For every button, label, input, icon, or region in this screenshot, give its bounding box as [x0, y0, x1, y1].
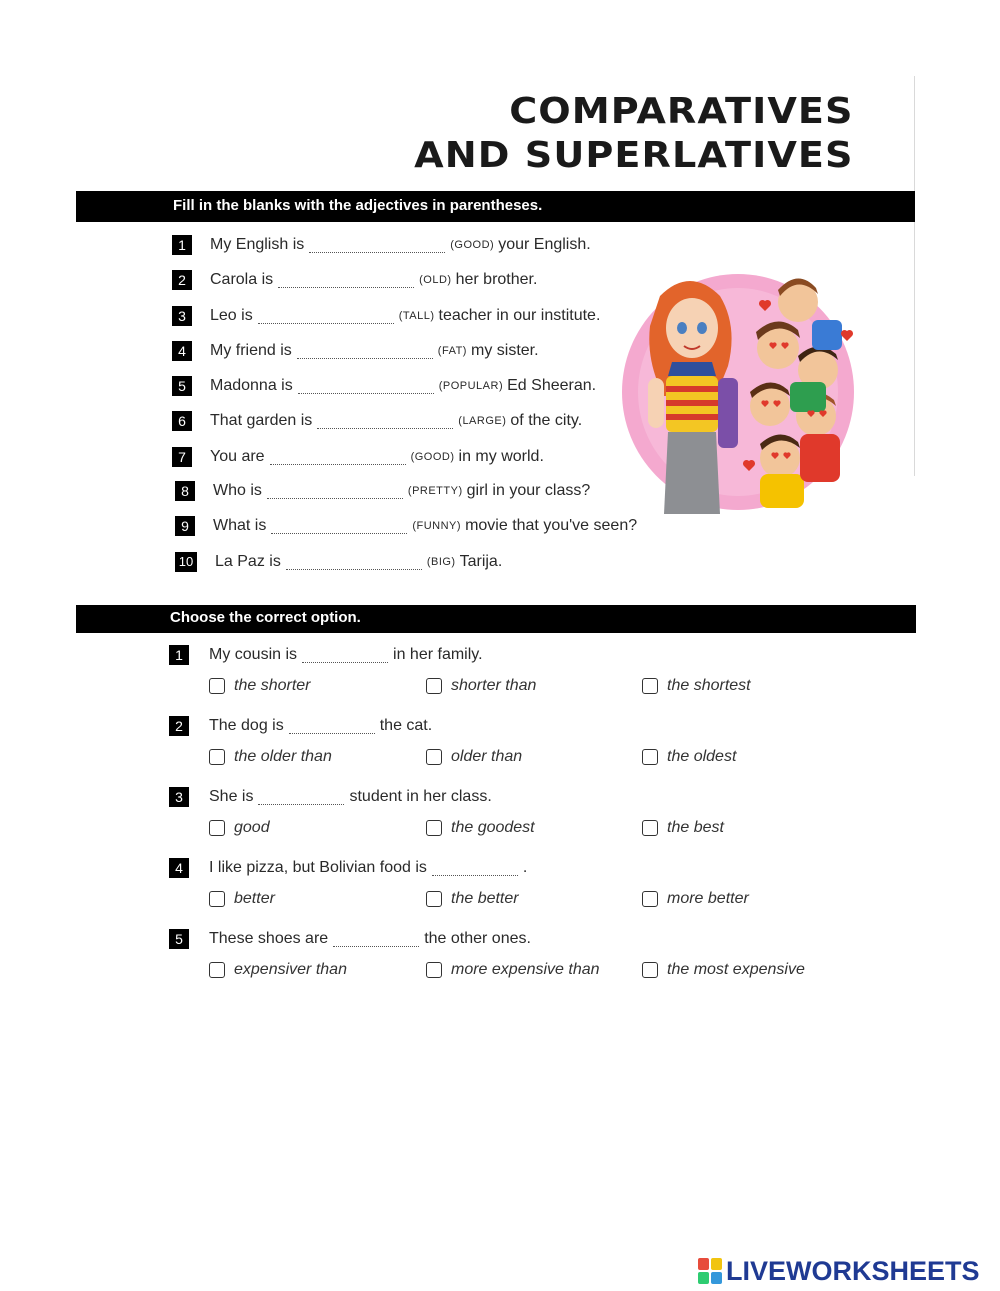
adjective-hint: (OLD) [419, 274, 452, 286]
question-text-after: student in her class. [349, 788, 492, 805]
checkbox-icon[interactable] [642, 678, 658, 694]
question-text-before: I like pizza, but Bolivian food is [209, 859, 427, 876]
option-label: more expensive than [451, 961, 600, 978]
checkbox-icon[interactable] [642, 820, 658, 836]
fill-item-6 [172, 410, 582, 432]
option-checkbox[interactable] [642, 746, 736, 768]
adjective-hint: (GOOD) [410, 451, 455, 463]
question-number: 4 [169, 858, 189, 878]
option-checkbox[interactable] [426, 675, 536, 697]
question-number: 1 [169, 645, 189, 665]
checkbox-icon[interactable] [642, 891, 658, 907]
option-label: the most expensive [667, 961, 805, 978]
item-text-before: My friend is [210, 342, 292, 359]
item-number: 9 [175, 516, 195, 536]
option-label: the oldest [667, 748, 737, 765]
adjective-hint: (GOOD) [450, 239, 495, 251]
fill-item-5 [172, 375, 596, 397]
item-number: 6 [172, 411, 192, 431]
fill-item-10 [175, 551, 502, 573]
answer-blank [289, 719, 375, 734]
question-text-before: My cousin is [209, 646, 298, 663]
title-line-2: AND SUPERLATIVES [414, 135, 854, 176]
answer-blank [333, 932, 419, 947]
checkbox-icon[interactable] [209, 749, 225, 765]
item-number: 4 [172, 341, 192, 361]
item-text-before: Carola is [210, 271, 274, 288]
question-text-after: in her family. [393, 646, 483, 663]
answer-blank[interactable] [286, 555, 422, 570]
item-text-before: Madonna is [210, 377, 293, 394]
checkbox-icon[interactable] [426, 820, 442, 836]
question-text-after: the cat. [379, 717, 433, 734]
adjective-hint: (TALL) [398, 310, 435, 322]
answer-blank[interactable] [317, 414, 453, 429]
answer-blank[interactable] [270, 450, 406, 465]
option-label: more better [667, 890, 749, 907]
option-checkbox[interactable] [642, 675, 751, 697]
checkbox-icon[interactable] [426, 749, 442, 765]
checkbox-icon[interactable] [209, 678, 225, 694]
checkbox-icon[interactable] [209, 891, 225, 907]
answer-blank [432, 861, 518, 876]
question-3 [169, 786, 492, 808]
item-number: 8 [175, 481, 195, 501]
fill-item-8 [175, 480, 590, 502]
item-text-before: You are [210, 448, 265, 465]
question-text-before: She is [209, 788, 254, 805]
item-text-after: Tarija. [459, 553, 503, 570]
option-label: the older than [234, 748, 332, 765]
liveworksheets-logo[interactable] [698, 1256, 980, 1286]
option-checkbox[interactable] [209, 959, 347, 981]
question-4 [169, 857, 527, 879]
question-number: 2 [169, 716, 189, 736]
adjective-hint: (LARGE) [458, 415, 507, 427]
item-text-after: in my world. [458, 448, 544, 465]
option-label: the shortest [667, 677, 751, 694]
item-text-before: That garden is [210, 412, 313, 429]
fill-item-1 [172, 234, 591, 256]
item-text-after: Ed Sheeran. [507, 377, 597, 394]
checkbox-icon[interactable] [426, 962, 442, 978]
question-text-after: . [522, 859, 528, 876]
answer-blank[interactable] [258, 309, 394, 324]
item-text-after: movie that you've seen? [465, 517, 638, 534]
checkbox-icon[interactable] [642, 962, 658, 978]
title-line-1: COMPARATIVES [509, 91, 854, 132]
option-label: shorter than [451, 677, 537, 694]
worksheet-title [415, 90, 854, 178]
question-1 [169, 644, 483, 666]
adjective-hint: (FUNNY) [412, 520, 462, 532]
question-text-before: The dog is [209, 717, 284, 734]
adjective-hint: (PRETTY) [407, 485, 463, 497]
answer-blank[interactable] [309, 238, 445, 253]
answer-blank[interactable] [271, 519, 407, 534]
item-number: 1 [172, 235, 192, 255]
fill-item-3 [172, 305, 600, 327]
adjective-hint: (POPULAR) [438, 380, 504, 392]
option-checkbox[interactable] [426, 817, 535, 839]
item-text-before: My English is [210, 236, 305, 253]
section2-instruction: Choose the correct option. [76, 605, 916, 633]
fill-item-2 [172, 269, 537, 291]
option-label: good [234, 819, 270, 836]
question-2 [169, 715, 432, 737]
fill-item-9 [175, 515, 637, 537]
girl-admirers-illustration [620, 266, 860, 514]
answer-blank[interactable] [278, 273, 414, 288]
option-checkbox[interactable] [426, 959, 600, 981]
option-checkbox[interactable] [426, 888, 519, 910]
logo-text: LIVEWORKSHEETS [726, 1255, 980, 1286]
question-number: 3 [169, 787, 189, 807]
option-label: the better [451, 890, 519, 907]
item-number: 2 [172, 270, 192, 290]
option-label: the shorter [234, 677, 311, 694]
item-number: 10 [175, 552, 197, 572]
item-number: 5 [172, 376, 192, 396]
answer-blank [258, 790, 344, 805]
item-text-after: of the city. [510, 412, 583, 429]
checkbox-icon[interactable] [426, 891, 442, 907]
option-checkbox[interactable] [642, 959, 805, 981]
sheet-border [914, 76, 915, 476]
item-number: 7 [172, 447, 192, 467]
option-label: expensiver than [234, 961, 347, 978]
question-text-before: These shoes are [209, 930, 329, 947]
adjective-hint: (FAT) [437, 345, 467, 357]
checkbox-icon[interactable] [426, 678, 442, 694]
option-label: the goodest [451, 819, 535, 836]
item-text-after: my sister. [470, 342, 539, 359]
question-number: 5 [169, 929, 189, 949]
item-text-after: her brother. [455, 271, 538, 288]
item-text-after: girl in your class? [466, 482, 591, 499]
fill-item-4 [172, 340, 539, 362]
item-text-before: Who is [213, 482, 262, 499]
option-label: the best [667, 819, 724, 836]
answer-blank[interactable] [297, 344, 433, 359]
item-text-after: your English. [498, 236, 591, 253]
option-label: older than [451, 748, 523, 765]
fill-item-7 [172, 446, 544, 468]
answer-blank[interactable] [267, 484, 403, 499]
adjective-hint: (BIG) [426, 556, 456, 568]
checkbox-icon[interactable] [209, 820, 225, 836]
option-checkbox[interactable] [209, 817, 270, 839]
live-blocks-icon [698, 1258, 722, 1284]
option-checkbox[interactable] [209, 675, 310, 697]
item-text-before: La Paz is [215, 553, 281, 570]
item-text-before: Leo is [210, 307, 253, 324]
checkbox-icon[interactable] [209, 962, 225, 978]
item-number: 3 [172, 306, 192, 326]
item-text-after: teacher in our institute. [438, 307, 601, 324]
option-checkbox[interactable] [209, 746, 332, 768]
option-checkbox[interactable] [642, 888, 749, 910]
answer-blank [302, 648, 388, 663]
question-text-after: the other ones. [424, 930, 531, 947]
answer-blank[interactable] [298, 379, 434, 394]
option-checkbox[interactable] [642, 817, 724, 839]
checkbox-icon[interactable] [642, 749, 658, 765]
option-checkbox[interactable] [426, 746, 522, 768]
section1-instruction: Fill in the blanks with the adjectives in parentheses. [76, 191, 915, 222]
question-5 [169, 928, 531, 950]
option-label: better [234, 890, 275, 907]
option-checkbox[interactable] [209, 888, 275, 910]
item-text-before: What is [213, 517, 267, 534]
